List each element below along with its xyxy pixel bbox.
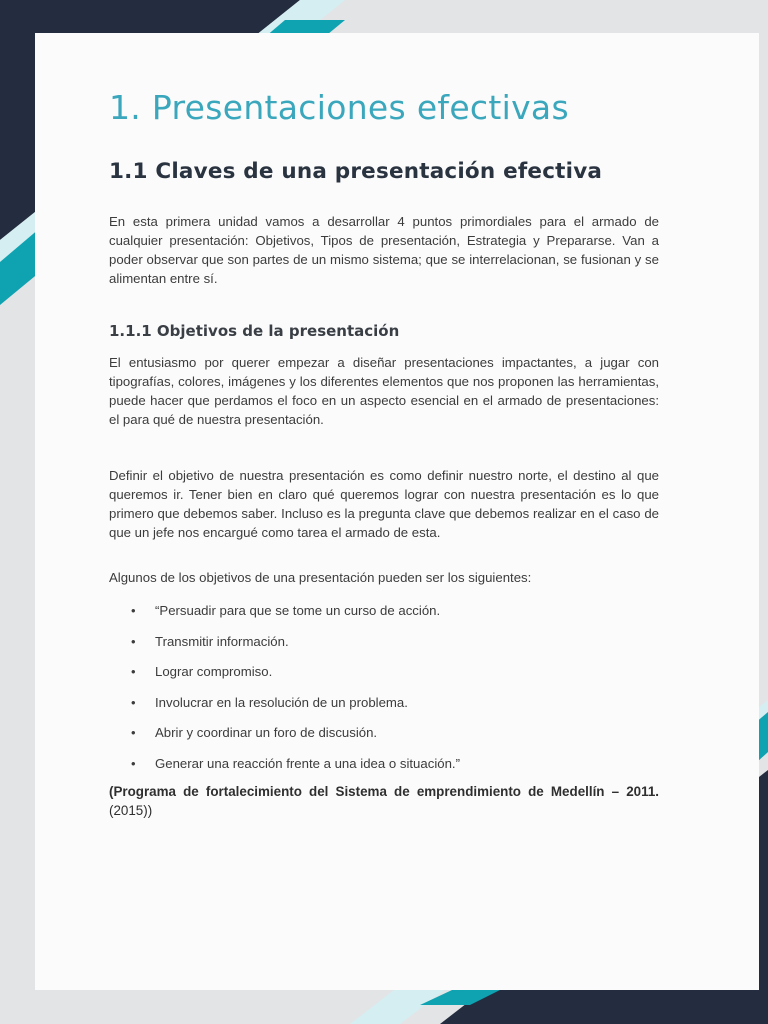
heading-2: 1.1 Claves de una presentación efectiva — [109, 159, 603, 184]
heading-3: 1.1.1 Objetivos de la presentación — [109, 322, 400, 340]
bullet-icon: • — [131, 603, 136, 618]
page-content — [109, 88, 659, 820]
list-item-text: Abrir y coordinar un foro de discusión. — [155, 725, 378, 740]
bullet-icon: • — [131, 664, 136, 679]
paragraph-enthusiasm: El entusiasmo por querer empezar a diseñar presentaciones impactantes, a jugar con tipografías, colores, imágenes y los diferentes elementos que nos proponen las herramientas, puede hacer que perdamos el foco en un aspecto esencial en el armado de presentaciones: el para qué de nuestra presentación. — [109, 355, 659, 427]
paragraph-objective: Definir el objetivo de nuestra presentación es como definir nuestro norte, el destino al que queremos ir. Tener bien en claro qué queremos lograr con nuestra presentación es lo que primero que debemos saber. Incluso es la pregunta clave que debemos realizar en el caso de que un jefe nos encargué como tarea el armado de esta. — [109, 468, 659, 540]
citation-bold: (Programa de fortalecimiento del Sistema de emprendimiento de Medellín – 2011. — [109, 784, 659, 799]
intro-paragraph: En esta primera unidad vamos a desarrollar 4 puntos primordiales para el armado de cualquier presentación: Objetivos, Tipos de presentación, Estrategia y Prepararse. Van a poder observar que son partes de un mismo sistema; que se interrelacionan, se fusionan y se alimentan entre sí. — [109, 214, 659, 286]
list-item-text: “Persuadir para que se tome un curso de acción. — [155, 603, 441, 618]
bullet-icon: • — [131, 694, 136, 710]
list-item-text: Involucrar en la resolución de un problema. — [155, 694, 408, 710]
citation — [109, 782, 659, 820]
document-page — [35, 33, 759, 990]
list-item-text: Lograr compromiso. — [155, 664, 273, 679]
objectives-list — [109, 601, 659, 773]
list-item — [109, 632, 659, 651]
bullet-icon: • — [131, 633, 136, 649]
heading-1: 1. Presentaciones efectivas — [109, 88, 569, 127]
list-item — [109, 693, 659, 712]
list-item — [109, 723, 659, 742]
list-item — [109, 754, 659, 773]
bullet-icon: • — [131, 755, 136, 771]
citation-year: (2015)) — [109, 803, 153, 818]
list-item — [109, 601, 659, 620]
list-item-text: Transmitir información. — [155, 633, 289, 649]
bullet-icon: • — [131, 725, 136, 740]
list-intro: Algunos de los objetivos de una presentación pueden ser los siguientes: — [109, 570, 532, 585]
list-item — [109, 662, 659, 681]
list-item-text: Generar una reacción frente a una idea o situación.” — [155, 755, 460, 771]
